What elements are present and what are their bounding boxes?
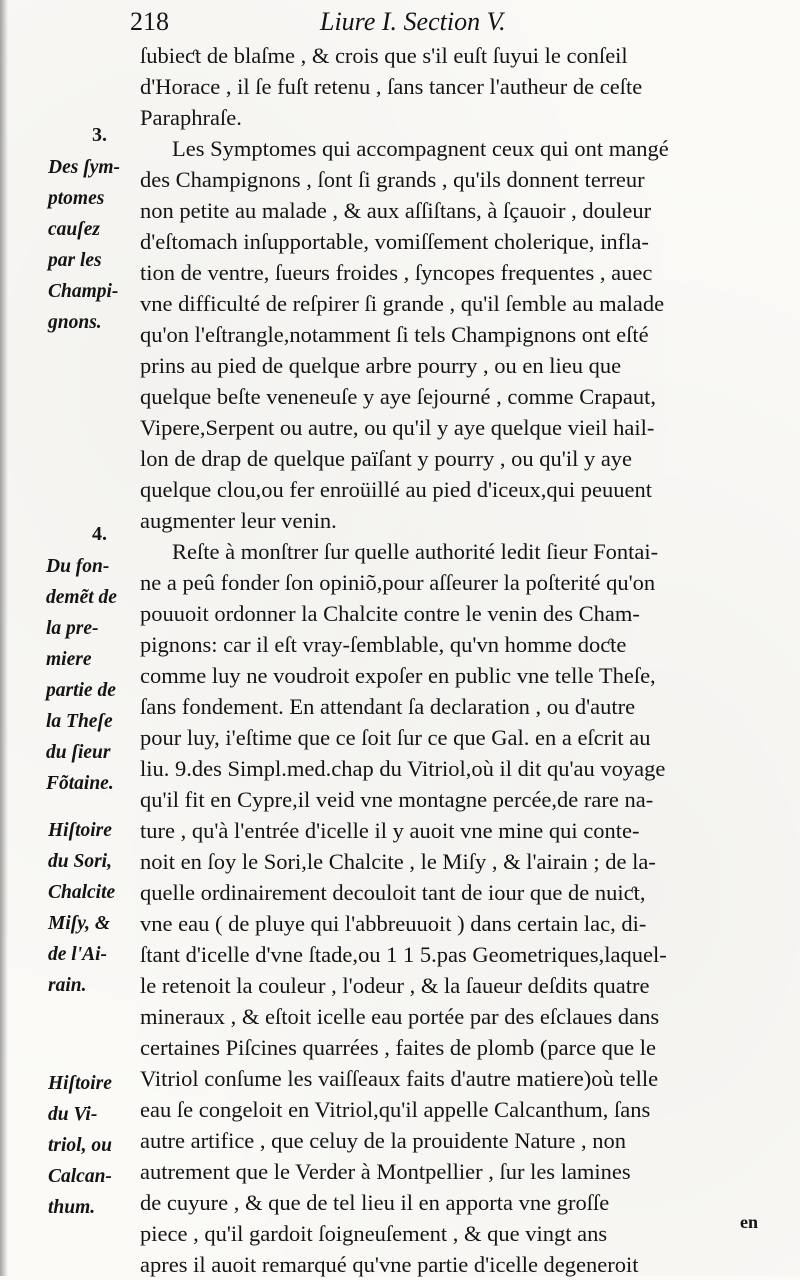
text-line: quelque clou,ou fer enroüillé au pied d'iceux,qui peuuent <box>140 477 653 502</box>
text-line: Paraphraſe. <box>140 105 242 130</box>
body-text <box>140 40 760 1280</box>
margin-note-line: cauſez <box>48 219 100 240</box>
margin-note-line: du Sori, <box>48 851 112 872</box>
text-line: augmenter leur venin. <box>140 508 337 533</box>
text-line: ſans fondement. En attendant ſa declaration , ou d'autre <box>140 694 636 719</box>
text-line: piece , qu'il gardoit ſoigneuſement , & que vingt ans <box>140 1221 608 1246</box>
margin-note-line: demẽt de <box>46 587 117 608</box>
text-line: de cuyure , & que de tel lieu il en apporta vne groſſe <box>140 1190 610 1215</box>
text-line: vne eau ( de pluye qui l'abbreuuoit ) dans certain lac, di- <box>140 911 647 936</box>
text-line: pouuoit ordonner la Chalcite contre le venin des Cham- <box>140 601 640 626</box>
margin-note-line: Hiſtoire <box>48 1073 112 1094</box>
text-line: apres il auoit remarqué qu'vne partie d'icelle degeneroit <box>140 1252 639 1277</box>
margin-note-line: la pre- <box>46 618 99 639</box>
text-line: quelque beſte veneneuſe y aye ſejourné , comme Crapaut, <box>140 384 657 409</box>
text-line: qu'on l'eſtrangle,notamment ſi tels Champignons ont eſté <box>140 322 649 347</box>
text-line: ſtant d'icelle d'vne ſtade,ou 1 1 5.pas Geometriques,laquel- <box>140 942 667 967</box>
margin-note-line: Calcan- <box>48 1166 112 1187</box>
text-line: noit en ſoy le Sori,le Chalcite , le Miſy , & l'airain ; de la- <box>140 849 656 874</box>
margin-note-line: Du fon- <box>46 556 110 577</box>
text-line: ture , qu'à l'entrée d'icelle il y auoit vne mine qui conte- <box>140 818 640 843</box>
margin-note <box>48 815 148 1001</box>
margin-note-line: Chalcite <box>48 882 116 903</box>
text-line: eau ſe congeloit en Vitriol,qu'il appelle Calcanthum, ſans <box>140 1097 651 1122</box>
text-line: autrement que le Verder à Montpellier , ſur les lamines <box>140 1159 631 1184</box>
margin-note-line: gnons. <box>48 312 102 333</box>
text-line: liu. 9.des Simpl.med.chap du Vitriol,où il dit qu'au voyage <box>140 756 666 781</box>
page-header <box>130 4 770 40</box>
text-line: quelle ordinairement decouloit tant de iour que de nuiƈt, <box>140 880 646 905</box>
margin-note-line: Champi- <box>48 281 119 302</box>
margin-note-line: Miſy, & <box>48 913 111 934</box>
text-line: comme luy ne voudroit expoſer en public vne telle Theſe, <box>140 663 656 688</box>
margin-note-line: rain. <box>48 975 87 996</box>
margin-note-line: Hiſtoire <box>48 820 112 841</box>
text-line: mineraux , & eſtoit icelle eau portée par des eſclaues dans <box>140 1004 660 1029</box>
margin-note-line: partie de <box>46 680 116 701</box>
text-line: certaines Piſcines quarrées , faites de plomb (parce que le <box>140 1035 657 1060</box>
margin-note-line: la Theſe <box>46 711 113 732</box>
margin-note-line: par les <box>48 250 102 271</box>
margin-note-line: triol, ou <box>48 1135 112 1156</box>
text-line: ſubieƈt de blaſme , & crois que s'il euſt ſuyui le conſeil <box>140 43 628 68</box>
text-line: d'eſtomach inſupportable, vomiſſement cholerique, infla- <box>140 229 649 254</box>
text-line: des Champignons , ſont ſi grands , qu'ils donnent terreur <box>140 167 645 192</box>
text-line: tion de ventre, ſueurs froides , ſyncopes frequentes , auec <box>140 260 653 285</box>
margin-note-line: de l'Ai- <box>48 944 108 965</box>
margin-note-line: ptomes <box>48 188 105 209</box>
margin-note <box>48 1068 148 1223</box>
text-line: Vitriol conſume les vaiſſeaux faits d'autre matiere)où telle <box>140 1066 659 1091</box>
margin-note-line: thum. <box>48 1197 96 1218</box>
margin-note-line: du Vi- <box>48 1104 98 1125</box>
text-line: vne difficulté de reſpirer ſi grande , qu'il ſemble au malade <box>140 291 665 316</box>
page-edge-shadow <box>0 0 8 1276</box>
margin-note-line: Fõtaine. <box>46 773 114 794</box>
section-number: 3. <box>92 124 107 146</box>
text-line: qu'il fit en Cypre,il veid vne montagne percée,de rare na- <box>140 787 654 812</box>
text-line: pour luy, i'eſtime que ce ſoit ſur ce que Gal. en a eſcrit au <box>140 725 651 750</box>
text-line: autre artifice , que celuy de la prouidente Nature , non <box>140 1128 627 1153</box>
text-line: pignons: car il eſt vray-ſemblable, qu'vn homme doƈte <box>140 632 627 657</box>
margin-note-line: du ſieur <box>46 742 111 763</box>
catchword: en <box>740 1212 758 1232</box>
margin-note <box>46 551 146 799</box>
text-line: Les Symptomes qui accompagnent ceux qui ont mangé <box>172 136 669 161</box>
text-line: Vipere,Serpent ou autre, ou qu'il y aye quelque vieil hail- <box>140 415 655 440</box>
text-line: non petite au malade , & aux aſſiſtans, à ſçauoir , douleur <box>140 198 652 223</box>
text-line: le retenoit la couleur , l'odeur , & la ſaueur deſdits quatre <box>140 973 650 998</box>
text-line: ne a peû fonder ſon opiniõ,pour aſſeurer la poſterité qu'on <box>140 570 656 595</box>
running-title: Liure I. Section V. <box>320 7 506 36</box>
section-number: 4. <box>92 523 107 545</box>
margin-note-line: miere <box>46 649 92 670</box>
margin-note-line: Des ſym- <box>48 157 121 178</box>
page-number: 218 <box>130 7 169 36</box>
text-line: Reſte à monſtrer ſur quelle authorité ledit ſieur Fontai- <box>172 539 659 564</box>
text-line: d'Horace , il ſe fuſt retenu , ſans tancer l'autheur de ceſte <box>140 74 643 99</box>
margin-note <box>48 152 148 338</box>
text-line: lon de drap de quelque païſant y pourry , ou qu'il y aye <box>140 446 633 471</box>
text-line: prins au pied de quelque arbre pourry , ou en lieu que <box>140 353 622 378</box>
